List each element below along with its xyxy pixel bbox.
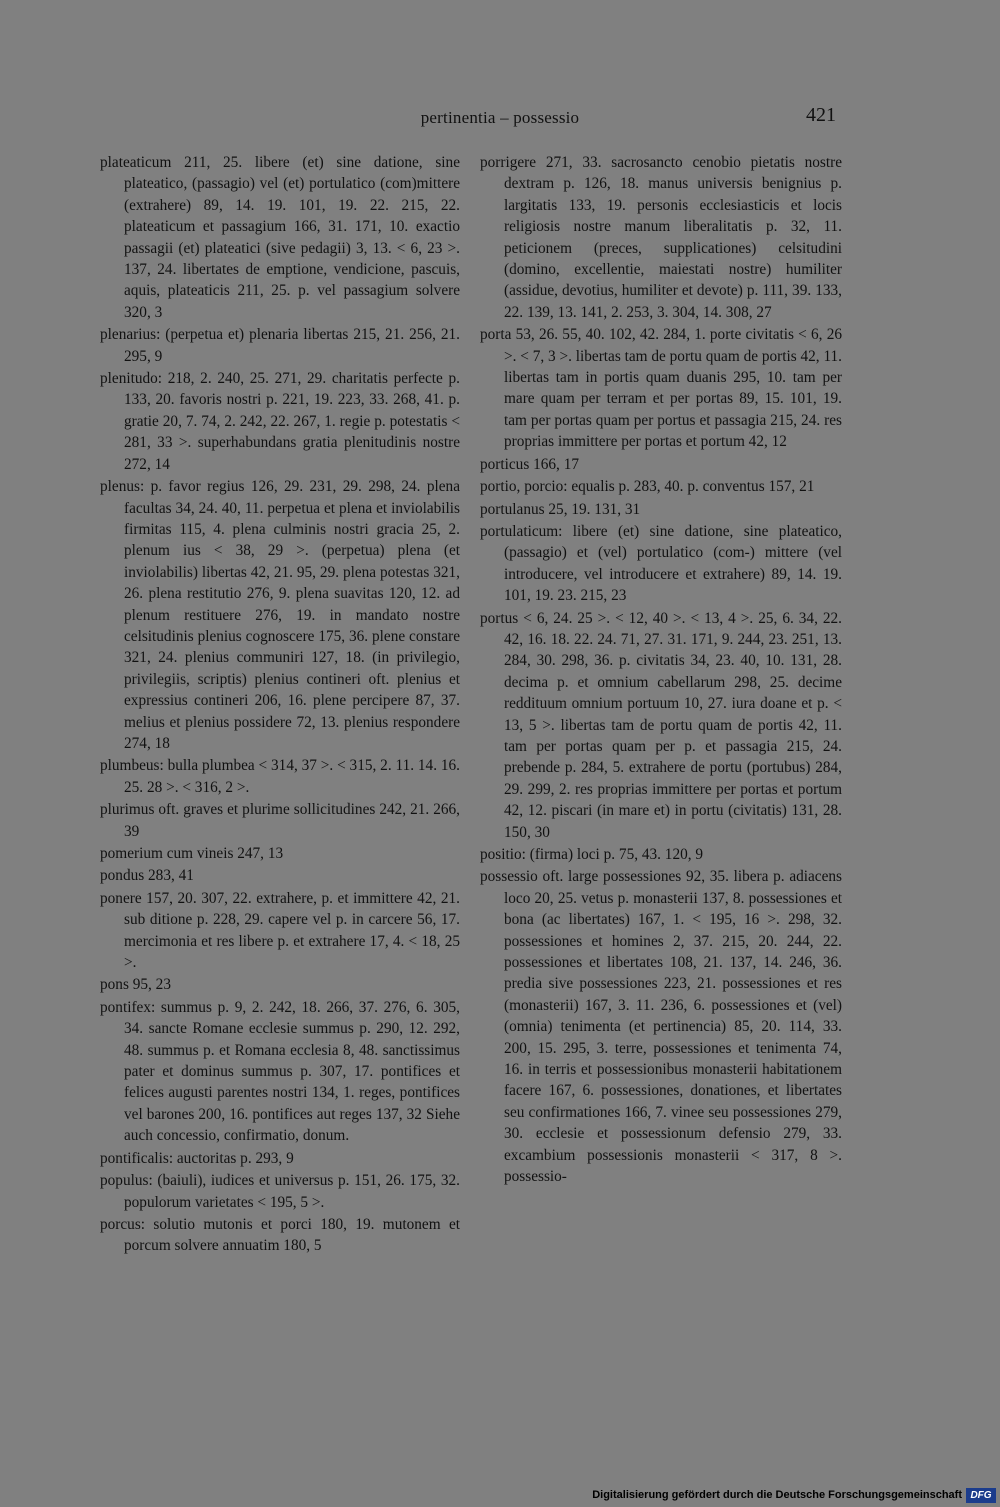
running-title: pertinentia – possessio bbox=[420, 108, 580, 127]
funding-notice: Digitalisierung gefördert durch die Deutsche Forschungsgemeinschaft bbox=[592, 1489, 962, 1501]
index-entry: portulanus 25, 19. 131, 31 bbox=[480, 500, 641, 518]
index-entry: plateaticum 211, 25. libere (et) sine datione, sine plateatico, (passagio) vel (et) portulatico (com)mittere (extrahere) 89, 14. 19. 101, 19. 22. 215, 22. plateaticum et passagium 166, 31. 171, 10. exactio passagii (et) plateatici (sive pedagii) 3, 13. < 6, 23 >. 137, 24. libertates de emptione, vendicione, pascuis, aquis, plateaticis 211, 25. p. vel passagium solvere 320, 3 bbox=[100, 154, 460, 321]
index-entry: plurimus oft. graves et plurime sollicitudines 242, 21. 266, 39 bbox=[100, 801, 460, 840]
index-entry: plenus: p. favor regius 126, 29. 231, 29. 298, 24. plena facultas 34, 24. 40, 11. perpetua et plena et inviolabilis firmitas 115, 4. plena culminis nostri gracia 25, 2. plenum ius < 38, 29 >. (perpetua) plena (et inviolabilis) libertas 42, 21. 95, 29. plena potestas 321, 26. plena restitutio 276, 9. plena suavitas 120, 12. ad plenum restituere 276, 19. in mandato nostre celsitudinis plenius cognoscere 175, 36. plene constare 321, 24. plenius communiri 127, 18. (in privilegio, privilegiis, scriptis) plenius contineri oft. plenius et expressius contineri 206, 16. plene percipere 87, 37. melius et plenius possidere 72, 13. plenius respondere 274, 18 bbox=[100, 478, 460, 752]
index-entry: portulaticum: libere (et) sine datione, sine plateatico, (passagio) et (vel) portulatico (com-) mittere (vel introducere, vel introducere et extrahere) 89, 14. 19. 101, 19. 23. 215, 23 bbox=[480, 522, 842, 605]
page-header bbox=[0, 104, 1000, 134]
index-entry: plenitudo: 218, 2. 240, 25. 271, 29. charitatis perfecte p. 133, 20. favoris nostri p. 221, 19. 223, 33. 268, 41. p. gratie 20, 7. 74, 2. 242, 22. 267, 1. regie p. potestatis < 281, 33 >. superhabundans gratia plenitudinis nostre 272, 14 bbox=[100, 370, 460, 473]
dfg-logo-icon: DFG bbox=[966, 1488, 996, 1503]
index-entry: pontifex: summus p. 9, 2. 242, 18. 266, 37. 276, 6. 305, 34. sancte Romane ecclesie summus p. 290, 12. 292, 48. summus p. et Romana ecclesia 8, 48. sanctissimus pater et dominus summus p. 307, 17. pontifices et felices augusti parentes nostri 134, 1. reges, pontifices vel barones 200, 16. pontifices aut reges 137, 32 Siehe auch concessio, confirmatio, donum. bbox=[100, 998, 460, 1145]
index-entry: plumbeus: bulla plumbea < 314, 37 >. < 315, 2. 11. 14. 16. 25. 28 >. < 316, 2 >. bbox=[100, 757, 460, 796]
index-entry: pomerium cum vineis 247, 13 bbox=[100, 845, 284, 862]
index-entry: positio: (firma) loci p. 75, 43. 120, 9 bbox=[480, 846, 704, 863]
index-entry: porcus: solutio mutonis et porci 180, 19. mutonem et porcum solvere annuatim 180, 5 bbox=[100, 1215, 460, 1255]
right-column bbox=[480, 152, 842, 1189]
index-entry: plenarius: (perpetua et) plenaria libertas 215, 21. 256, 21. 295, 9 bbox=[100, 326, 460, 365]
index-entry: ponere 157, 20. 307, 22. extrahere, p. et immittere 42, 21. sub ditione p. 228, 29. capere vel p. in carcere 56, 17. mercimonia et res libere p. et extrahere 17, 4. < 18, 25 >. bbox=[100, 889, 460, 972]
index-entry: pons 95, 23 bbox=[100, 976, 171, 994]
page-footer bbox=[0, 1488, 1000, 1504]
index-entry: pontificalis: auctoritas p. 293, 9 bbox=[100, 1149, 294, 1167]
index-entry: porticus 166, 17 bbox=[480, 455, 579, 473]
index-entry: porta 53, 26. 55, 40. 102, 42. 284, 1. porte civitatis < 6, 26 >. < 7, 3 >. libertas tam de portu quam de portis 42, 11. libertas tam in portis quam duanis 295, 10. tam per mare quam per terram et per portas 89, 15. 101, 19. tam per portas quam per portus et passagia 215, 24. res proprias immittere per portas et portum 42, 12 bbox=[480, 326, 842, 451]
index-entry: portio, porcio: equalis p. 283, 40. p. conventus 157, 21 bbox=[480, 478, 815, 496]
left-column bbox=[100, 152, 460, 1258]
index-entry: porrigere 271, 33. sacrosancto cenobio pietatis nostre dextram p. 126, 18. manus universis benignius p. largitatis 133, 19. personis ecclesiasticis et locis religiosis nostre manum liberalitatis p. 32, 11. peticionem (preces, supplicationes) celsitudini (domino, excellentie, maiestati nostre) humiliter (assidue, devotius, humiliter et devote) p. 111, 39. 133, 22. 139, 13. 141, 2. 253, 3. 304, 14. 308, 27 bbox=[480, 154, 842, 321]
index-entry: possessio oft. large possessiones 92, 35. libera p. adiacens loco 20, 25. vetus p. monasterii 137, 8. possessiones et bona (ac libertates) 167, 1. < 195, 16 >. 298, 32. possessiones et homines 2, 37. 215, 20. 244, 22. possessiones et libertates 108, 21. 137, 14. 246, 36. predia sive possessiones 223, 21. possessiones et res (monasterii) 167, 3. 11. 236, 6. possessiones et (vel) (omnia) tenimenta (et pertinencia) 85, 20. 114, 33. 200, 15. 295, 3. terre, possessiones et tenimenta 74, 16. in terris et possessionibus monasterii habitationem facere 167, 6. possessiones, donationes, et libertates seu confirmationes 166, 7. vinee seu possessiones 279, 30. ecclesie et possessionum defensio 279, 33. excambium possessionis monasterii < 317, 8 >. possessio- bbox=[480, 868, 842, 1186]
index-entry: pondus 283, 41 bbox=[100, 867, 194, 885]
index-entry: portus < 6, 24. 25 >. < 12, 40 >. < 13, 4 >. 25, 6. 34, 22. 42, 16. 18. 22. 24. 71, 27. 31. 171, 9. 244, 23. 251, 13. 284, 30. 298, 36. p. civitatis 34, 23. 40, 10. 131, 28. decima p. et omnium cabellarum 298, 25. decime reddituum omnium portuum 10, 27. iura doane et p. < 13, 5 >. libertas tam de portu quam de portis 42, 11. tam per portas quam per p. et passagia 215, 24. prebende p. 284, 5. extrahere de portu (portubus) 284, 29. 299, 2. res proprias immittere per portas et portum 42, 12. piscari (in mare et) in portu (civitatis) 131, 28. 150, 30 bbox=[480, 609, 842, 841]
page-number: 421 bbox=[806, 104, 836, 126]
index-entry: populus: (baiuli), iudices et universus p. 151, 26. 175, 32. populorum varietates < 195, 5 >. bbox=[100, 1172, 460, 1211]
